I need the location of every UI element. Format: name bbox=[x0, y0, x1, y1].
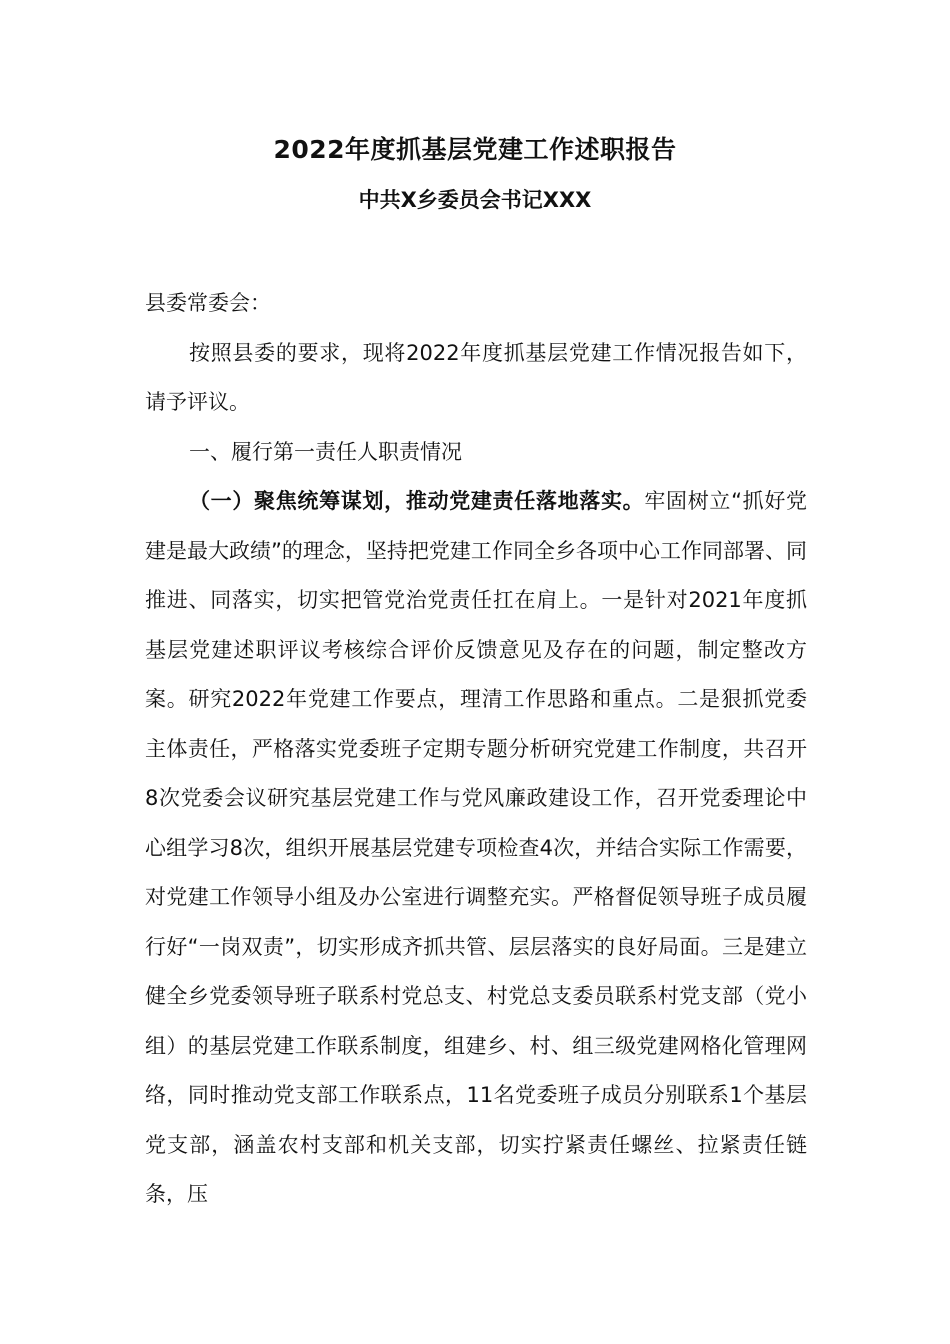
salutation: 县委常委会： bbox=[145, 291, 271, 315]
intro-paragraph: 按照县委的要求，现将2022年度抓基层党建工作情况报告如下，请予评议。 bbox=[145, 340, 807, 414]
subsection-body: 牢固树立“抓好党建是最大政绩”的理念，坚持把党建工作同全乡各项中心工作同部署、同推进、同落实，切实把管党治党责任扛在肩上。一是针对2021年度抓基层党建述职评议考核综合评价反馈意见及存在的问题，制定整改方案。研究2022年党建工作要点，理清工作思路和重点。二是狠抓党委主体责任，严格落实党委班子定期专题分析研究党建工作制度，共召开8次党委会议研究基层党建工作与党风廉政建设工作，召开党委理论中心组学习8次，组织开展基层党建专项检查4次，并结合实际工作需要，对党建工作领导小组及办公室进行调整充实。严格督促领导班子成员履行好“一岗双责”，切实形成齐抓共管、层层落实的良好局面。三是建立健全乡党委领导班子联系村党总支、村党总支委员联系村党支部（党小组）的基层党建工作联系制度，组建乡、村、组三级党建网格化管理网络，同时推动党支部工作联系点，11名党委班子成员分别联系1个基层党支部，涵盖农村支部和机关支部，切实拧紧责任螺丝、拉紧责任链条，压 bbox=[145, 489, 808, 1206]
document-body bbox=[145, 279, 807, 1220]
section-heading: 一、履行第一责任人职责情况 bbox=[189, 439, 462, 464]
subsection-paragraph bbox=[145, 477, 807, 1220]
subsection-heading: （一）聚焦统筹谋划，推动党建责任落地落实。 bbox=[189, 489, 645, 513]
document-subtitle: 中共X乡委员会书记XXX bbox=[358, 188, 592, 212]
document-title: 2022年度抓基层党建工作述职报告 bbox=[273, 135, 677, 164]
